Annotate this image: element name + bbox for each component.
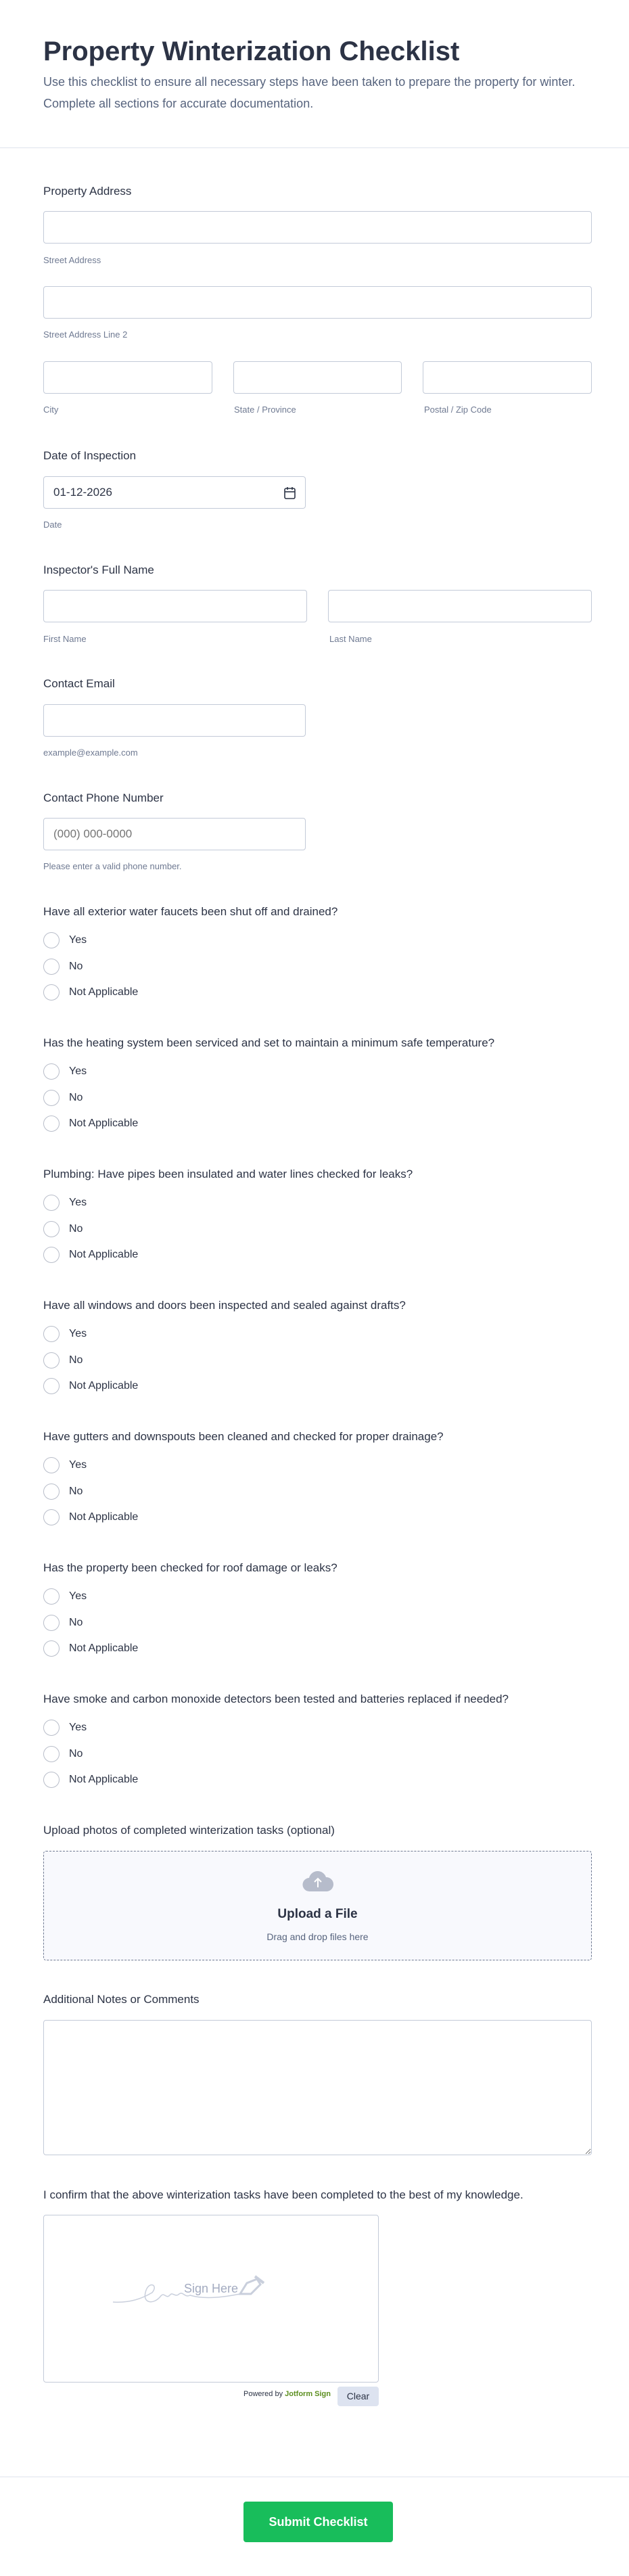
header-divider [0, 147, 629, 148]
phone-input[interactable] [43, 818, 306, 850]
property-address-label: Property Address [43, 185, 132, 198]
radio-circle-icon[interactable] [43, 984, 60, 1001]
question-block [43, 1297, 592, 1400]
question-label: Have all windows and doors been inspected and sealed against drafts? [43, 1299, 406, 1312]
sign-here-placeholder: Sign Here [183, 2281, 239, 2295]
street-address-line2-sublabel: Street Address Line 2 [43, 329, 128, 340]
radio-circle-icon[interactable] [43, 1116, 60, 1132]
radio-option[interactable] [43, 1216, 592, 1243]
radio-option-label: No [69, 1222, 83, 1235]
date-label: Date of Inspection [43, 449, 137, 462]
email-label: Contact Email [43, 677, 115, 690]
question-label: Have all exterior water faucets been shut off and drained? [43, 905, 338, 918]
questions-list [43, 903, 592, 1793]
radio-option-label: No [69, 960, 83, 972]
radio-circle-icon[interactable] [43, 1326, 60, 1342]
radio-circle-icon[interactable] [43, 932, 60, 948]
question-block [43, 1428, 592, 1531]
radio-circle-icon[interactable] [43, 1352, 60, 1368]
radio-circle-icon[interactable] [43, 1746, 60, 1762]
radio-option-label: Yes [69, 1197, 87, 1209]
city-sublabel: City [43, 405, 59, 415]
radio-option[interactable] [43, 1111, 592, 1137]
city-input[interactable] [43, 361, 212, 394]
signature-pad[interactable] [43, 2215, 379, 2383]
radio-option[interactable] [43, 1348, 592, 1374]
radio-option[interactable] [43, 1190, 592, 1216]
radio-option[interactable] [43, 1767, 592, 1793]
radio-option-label: No [69, 1485, 83, 1497]
confirmation-label: I confirm that the above winterization tasks have been completed to the best of my knowledge. [43, 2188, 523, 2201]
date-sublabel: Date [43, 520, 62, 530]
powered-by-text [243, 2390, 331, 2398]
radio-option[interactable] [43, 1452, 592, 1479]
radio-option[interactable] [43, 1059, 592, 1085]
radio-option-label: Yes [69, 1065, 87, 1078]
radio-circle-icon[interactable] [43, 1640, 60, 1657]
email-sublabel: example@example.com [43, 748, 138, 758]
radio-option[interactable] [43, 954, 592, 980]
notes-label: Additional Notes or Comments [43, 1993, 200, 2006]
radio-option-label: Yes [69, 1328, 87, 1340]
radio-circle-icon[interactable] [43, 1772, 60, 1788]
radio-option[interactable] [43, 927, 592, 954]
question-label: Has the property been checked for roof damage or leaks? [43, 1561, 337, 1574]
radio-circle-icon[interactable] [43, 1221, 60, 1237]
upload-subtitle: Drag and drop files here [266, 1931, 369, 1942]
radio-option-label: Yes [69, 934, 87, 946]
radio-circle-icon[interactable] [43, 959, 60, 975]
first-name-input[interactable] [43, 590, 307, 622]
date-value: 01-12-2026 [53, 486, 112, 499]
last-name-input[interactable] [328, 590, 592, 622]
radio-option[interactable] [43, 1479, 592, 1505]
question-block [43, 1166, 592, 1268]
radio-circle-icon[interactable] [43, 1378, 60, 1394]
first-name-sublabel: First Name [43, 634, 87, 644]
radio-option-label: Not Applicable [69, 1511, 139, 1523]
radio-option-label: Not Applicable [69, 1249, 139, 1261]
radio-circle-icon[interactable] [43, 1484, 60, 1500]
radio-option[interactable] [43, 1715, 592, 1741]
radio-option[interactable] [43, 1321, 592, 1348]
state-input[interactable] [233, 361, 402, 394]
zip-sublabel: Postal / Zip Code [424, 405, 492, 415]
state-sublabel: State / Province [234, 405, 296, 415]
radio-option-label: No [69, 1616, 83, 1628]
phone-sublabel: Please enter a valid phone number. [43, 861, 182, 871]
radio-circle-icon[interactable] [43, 1063, 60, 1080]
radio-option[interactable] [43, 1741, 592, 1768]
radio-circle-icon[interactable] [43, 1195, 60, 1211]
radio-option[interactable] [43, 1636, 592, 1662]
radio-option[interactable] [43, 1504, 592, 1531]
question-block [43, 1559, 592, 1662]
page-title: Property Winterization Checklist [43, 37, 460, 66]
question-label: Have gutters and downspouts been cleaned and checked for proper drainage? [43, 1430, 444, 1443]
street-address-input[interactable] [43, 211, 592, 244]
radio-circle-icon[interactable] [43, 1090, 60, 1106]
radio-option-label: Yes [69, 1459, 87, 1471]
radio-option[interactable] [43, 1373, 592, 1400]
radio-option-label: Not Applicable [69, 1380, 139, 1392]
notes-textarea[interactable] [43, 2020, 592, 2155]
upload-title: Upload a File [277, 1906, 358, 1921]
radio-option-label: Not Applicable [69, 1642, 139, 1655]
radio-option-label: No [69, 1354, 83, 1366]
form-body [43, 903, 592, 2410]
radio-option-label: Not Applicable [69, 986, 139, 998]
cloud-upload-icon [302, 1871, 334, 1893]
zip-input[interactable] [423, 361, 592, 394]
question-label: Plumbing: Have pipes been insulated and water lines checked for leaks? [43, 1168, 413, 1180]
jotform-sign-brand: Jotform Sign [285, 2389, 331, 2398]
upload-label: Upload photos of completed winterization tasks (optional) [43, 1824, 335, 1837]
radio-circle-icon[interactable] [43, 1457, 60, 1473]
radio-option-label: Yes [69, 1722, 87, 1734]
question-block [43, 1690, 592, 1793]
radio-option[interactable] [43, 1610, 592, 1636]
phone-label: Contact Phone Number [43, 791, 164, 804]
radio-circle-icon[interactable] [43, 1247, 60, 1263]
street-address-sublabel: Street Address [43, 255, 101, 265]
powered-by-prefix: Powered by [243, 2389, 283, 2398]
radio-option[interactable] [43, 1242, 592, 1268]
street-address-line2-input[interactable] [43, 286, 592, 319]
radio-circle-icon[interactable] [43, 1720, 60, 1736]
last-name-sublabel: Last Name [329, 634, 372, 644]
radio-option-label: Not Applicable [69, 1118, 139, 1130]
signature-pen-icon [112, 2270, 308, 2310]
radio-option-label: Not Applicable [69, 1774, 139, 1786]
question-block [43, 903, 592, 1006]
radio-option[interactable] [43, 1085, 592, 1111]
question-label: Has the heating system been serviced and set to maintain a minimum safe temperature? [43, 1036, 495, 1049]
radio-circle-icon[interactable] [43, 1615, 60, 1631]
clear-signature-button[interactable]: Clear [337, 2387, 379, 2406]
radio-option-label: No [69, 1091, 83, 1103]
radio-circle-icon[interactable] [43, 1588, 60, 1605]
radio-option[interactable] [43, 1584, 592, 1610]
file-upload-dropzone[interactable] [43, 1851, 592, 1960]
radio-circle-icon[interactable] [43, 1509, 60, 1525]
inspector-name-label: Inspector's Full Name [43, 564, 154, 576]
page-description: Use this checklist to ensure all necessary steps have been taken to prepare the property for winter. Complete all sections for accurate documentation. [43, 75, 576, 110]
question-label: Have smoke and carbon monoxide detectors been tested and batteries replaced if needed? [43, 1693, 509, 1705]
radio-option-label: No [69, 1747, 83, 1760]
submit-button[interactable]: Submit Checklist [243, 2502, 393, 2542]
question-block [43, 1034, 592, 1137]
calendar-icon[interactable] [283, 486, 297, 501]
email-input[interactable] [43, 704, 306, 737]
radio-option-label: Yes [69, 1590, 87, 1603]
date-input[interactable] [43, 476, 306, 509]
radio-option[interactable] [43, 980, 592, 1006]
